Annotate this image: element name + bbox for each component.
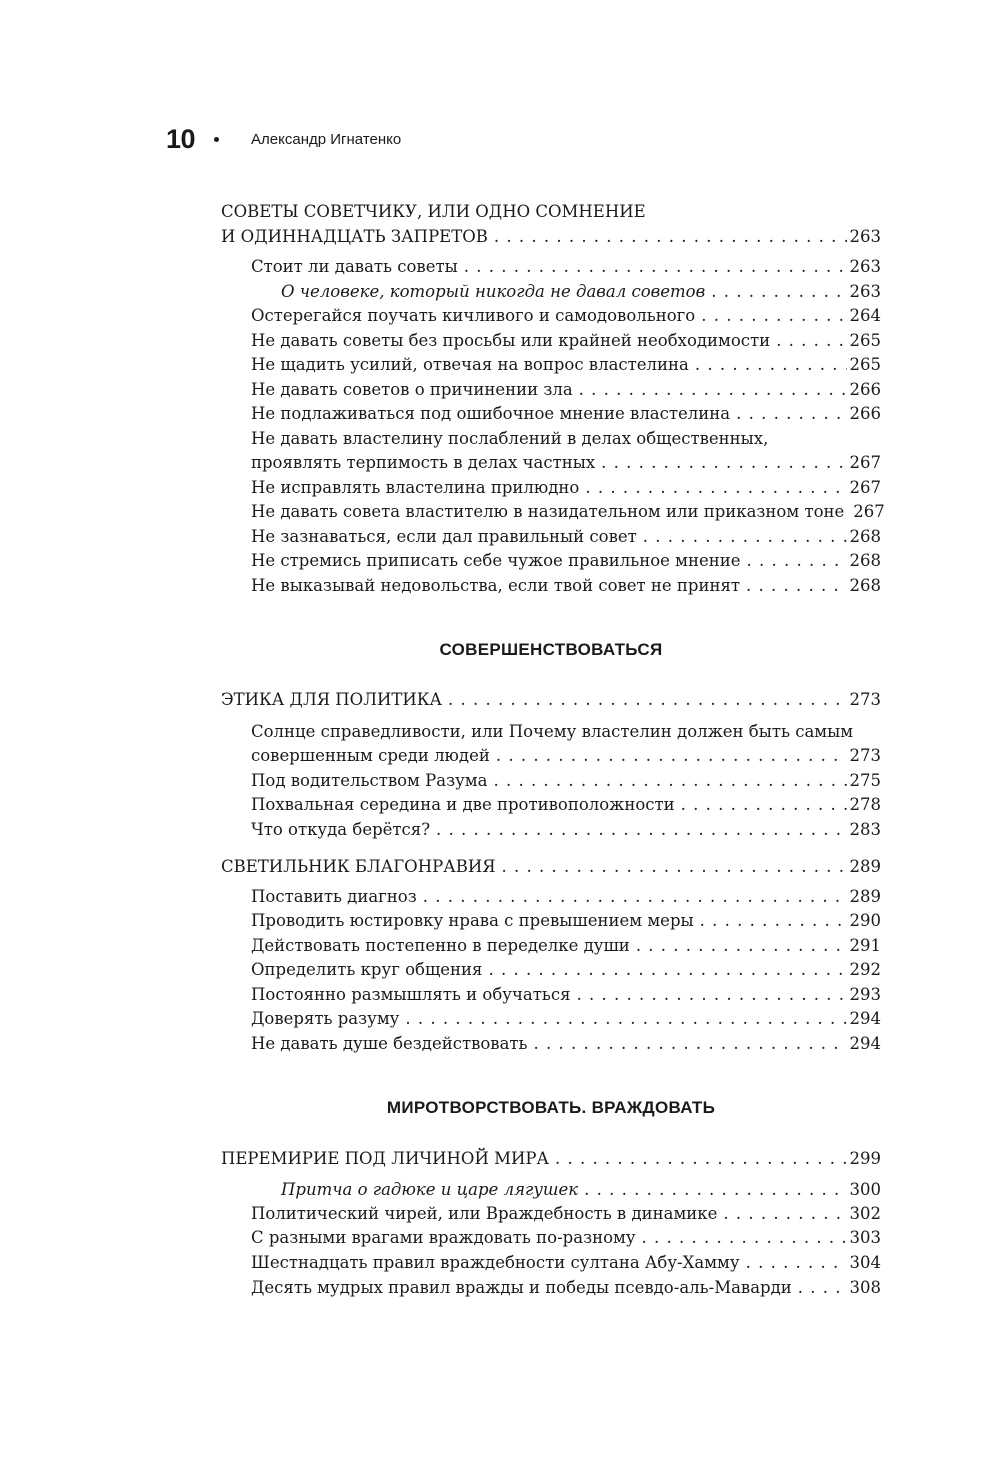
toc-entry <box>251 720 881 744</box>
toc-page-number: 268 <box>849 551 881 570</box>
toc-page-number: 265 <box>849 355 881 374</box>
toc-entry-title: Политический чирей, или Враждебность в динамике <box>251 1204 718 1223</box>
dot-leader <box>798 1276 847 1300</box>
toc-page-number: 267 <box>849 453 881 472</box>
toc-entry <box>251 818 881 842</box>
toc-page-number: 291 <box>849 936 881 955</box>
toc-entry-title: СОВЕТЫ СОВЕТЧИКУ, ИЛИ ОДНО СОМНЕНИЕ <box>221 202 646 221</box>
dot-leader <box>695 353 847 377</box>
dot-leader <box>534 1032 847 1056</box>
toc-page-number: 289 <box>849 857 881 876</box>
toc-entry-title: Солнце справедливости, или Почему властелин должен быть самым <box>251 722 854 741</box>
toc-page-number: 275 <box>849 771 881 790</box>
toc-page-number: 294 <box>849 1034 881 1053</box>
toc-page-number: 263 <box>849 227 881 246</box>
toc-page-number: 293 <box>849 985 881 1004</box>
toc-chapter-entry <box>221 688 881 712</box>
toc-chapter-entry <box>221 225 881 249</box>
dot-leader <box>436 818 846 842</box>
toc-page-number: 273 <box>849 690 881 709</box>
toc-entry-title: Под водительством Разума <box>251 771 488 790</box>
dot-leader <box>776 329 846 353</box>
dot-leader <box>405 1007 846 1031</box>
dot-leader <box>700 909 847 933</box>
toc-chapter-entry <box>221 1147 881 1171</box>
dot-leader <box>488 958 846 982</box>
toc-entry-title: Проводить юстировку нрава с превышением меры <box>251 911 694 930</box>
dot-leader <box>643 525 847 549</box>
dot-leader <box>711 280 846 304</box>
section-heading: МИРОТВОРСТВОВАТЬ. ВРАЖДОВАТЬ <box>386 1098 716 1117</box>
toc-page-number: 289 <box>849 887 881 906</box>
toc-entry-title: Похвальная середина и две противоположности <box>251 795 675 814</box>
toc-entry-title: О человеке, который никогда не давал советов <box>281 282 706 301</box>
dot-leader <box>423 885 847 909</box>
toc-entry-title: ЭТИКА ДЛЯ ПОЛИТИКА <box>221 690 443 709</box>
toc-page-number: 266 <box>849 404 881 423</box>
toc-entry <box>251 549 881 573</box>
toc-entry-title: Не зазнаваться, если дал правильный совет <box>251 527 637 546</box>
running-header <box>166 123 401 155</box>
toc-page-number: 266 <box>849 380 881 399</box>
toc-entry-title: Не стремись приписать себе чужое правильное мнение <box>251 551 741 570</box>
toc-entry <box>251 304 881 328</box>
toc-page-number: 299 <box>849 1149 881 1168</box>
dot-leader <box>464 255 847 279</box>
toc-chapter-entry <box>221 855 881 879</box>
dot-leader <box>448 688 846 712</box>
section-heading: СОВЕРШЕНСТВОВАТЬСЯ <box>439 640 663 659</box>
toc-page-number: 308 <box>849 1278 881 1297</box>
dot-leader <box>585 476 846 500</box>
toc-entry <box>251 1226 881 1250</box>
toc-page-number: 264 <box>849 306 881 325</box>
toc-entry-title: Притча о гадюке и царе лягушек <box>281 1180 579 1199</box>
toc-page-number: 267 <box>853 502 885 521</box>
toc-entry-title: Поставить диагноз <box>251 887 417 906</box>
dot-leader <box>723 1202 846 1226</box>
toc-entry <box>281 1178 881 1202</box>
toc-entry-title: Не исправлять властелина прилюдно <box>251 478 580 497</box>
dot-leader <box>494 225 847 249</box>
toc-entry <box>251 525 881 549</box>
toc-entry <box>251 1251 881 1275</box>
toc-page-number: 302 <box>849 1204 881 1223</box>
toc-entry <box>251 1202 881 1226</box>
toc-page-number: 263 <box>849 257 881 276</box>
toc-page-number: 290 <box>849 911 881 930</box>
toc-entry <box>251 1032 881 1056</box>
toc-page-number: 304 <box>849 1253 881 1272</box>
toc-entry-title: Десять мудрых правил вражды и победы псевдо-аль-Маварди <box>251 1278 792 1297</box>
dot-leader <box>636 934 847 958</box>
toc-entry <box>251 1007 881 1031</box>
toc-entry <box>251 427 881 451</box>
page-number: 10 <box>166 123 196 154</box>
toc-entry-title: И ОДИННАДЦАТЬ ЗАПРЕТОВ <box>221 227 488 246</box>
toc-entry <box>251 378 881 402</box>
toc-page-number: 265 <box>849 331 881 350</box>
toc-entry <box>251 329 881 353</box>
toc-page-number: 294 <box>849 1009 881 1028</box>
toc-entry-title: Определить круг общения <box>251 960 483 979</box>
toc-page-number: 268 <box>849 527 881 546</box>
toc-entry-title: ПЕРЕМИРИЕ ПОД ЛИЧИНОЙ МИРА <box>221 1149 549 1168</box>
dot-leader <box>493 769 846 793</box>
toc-entry <box>251 909 881 933</box>
toc-entry-title: СВЕТИЛЬНИК БЛАГОНРАВИЯ <box>221 857 496 876</box>
toc-entry <box>251 1276 881 1300</box>
toc-page-number: 267 <box>849 478 881 497</box>
toc-entry-title: Доверять разуму <box>251 1009 400 1028</box>
toc-entry-title: Действовать постепенно в переделке души <box>251 936 630 955</box>
toc-entry-title: Не давать властелину послаблений в делах общественных, <box>251 429 769 448</box>
dot-leader <box>579 378 847 402</box>
toc-entry <box>251 934 881 958</box>
toc-entry-title: Постоянно размышлять и обучаться <box>251 985 571 1004</box>
dot-leader <box>496 744 847 768</box>
toc-entry-title: С разными врагами враждовать по-разному <box>251 1228 636 1247</box>
toc-entry-title: Не давать душе бездействовать <box>251 1034 528 1053</box>
toc-entry-title: Не давать советы без просьбы или крайней необходимости <box>251 331 771 350</box>
dot-leader <box>601 451 846 475</box>
toc-entry <box>251 744 881 768</box>
toc-page-number: 263 <box>849 282 881 301</box>
toc-page-number: 273 <box>849 746 881 765</box>
toc-entry <box>251 402 881 426</box>
toc-entry-title: Что откуда берётся? <box>251 820 431 839</box>
toc-entry-title: Не давать советов о причинении зла <box>251 380 573 399</box>
toc-entry-title: проявлять терпимость в делах частных <box>251 453 596 472</box>
dot-leader <box>736 402 846 426</box>
toc-entry <box>251 476 881 500</box>
dot-leader <box>746 574 846 598</box>
toc-page-number: 300 <box>849 1180 881 1199</box>
toc-page-number: 292 <box>849 960 881 979</box>
toc-entry-title: Не подлаживаться под ошибочное мнение властелина <box>251 404 731 423</box>
dot-leader <box>642 1226 847 1250</box>
dot-leader <box>747 549 847 573</box>
toc-entry <box>251 885 881 909</box>
dot-leader <box>577 983 847 1007</box>
bullet-separator <box>214 137 219 142</box>
toc-entry <box>251 793 881 817</box>
dot-leader <box>681 793 847 817</box>
toc-entry <box>251 958 881 982</box>
running-header-author: Александр Игнатенко <box>251 130 402 148</box>
toc-page-number: 283 <box>849 820 881 839</box>
toc-entry <box>251 353 881 377</box>
dot-leader <box>746 1251 847 1275</box>
toc-entry-title: совершенным среди людей <box>251 746 490 765</box>
toc-entry <box>251 451 881 475</box>
toc-entry <box>251 500 885 524</box>
toc-page-number: 303 <box>849 1228 881 1247</box>
toc-entry <box>251 983 881 1007</box>
toc-entry <box>251 574 881 598</box>
toc-entry <box>281 280 881 304</box>
toc-entry-title: Шестнадцать правил враждебности султана Абу-Хамму <box>251 1253 740 1272</box>
dot-leader <box>584 1178 846 1202</box>
toc-entry <box>251 769 881 793</box>
toc-entry-title: Стоит ли давать советы <box>251 257 458 276</box>
toc-entry <box>251 255 881 279</box>
dot-leader <box>555 1147 847 1171</box>
dot-leader <box>701 304 846 328</box>
toc-entry-title: Не давать совета властителю в назидательном или приказном тоне <box>251 502 845 521</box>
dot-leader <box>502 855 847 879</box>
toc-entry-title: Остерегайся поучать кичливого и самодовольного <box>251 306 696 325</box>
toc-entry-title: Не выказывай недовольства, если твой совет не принят <box>251 576 741 595</box>
toc-page-number: 268 <box>849 576 881 595</box>
toc-chapter-entry <box>221 200 881 224</box>
toc-entry-title: Не щадить усилий, отвечая на вопрос властелина <box>251 355 689 374</box>
toc-page-number: 278 <box>849 795 881 814</box>
